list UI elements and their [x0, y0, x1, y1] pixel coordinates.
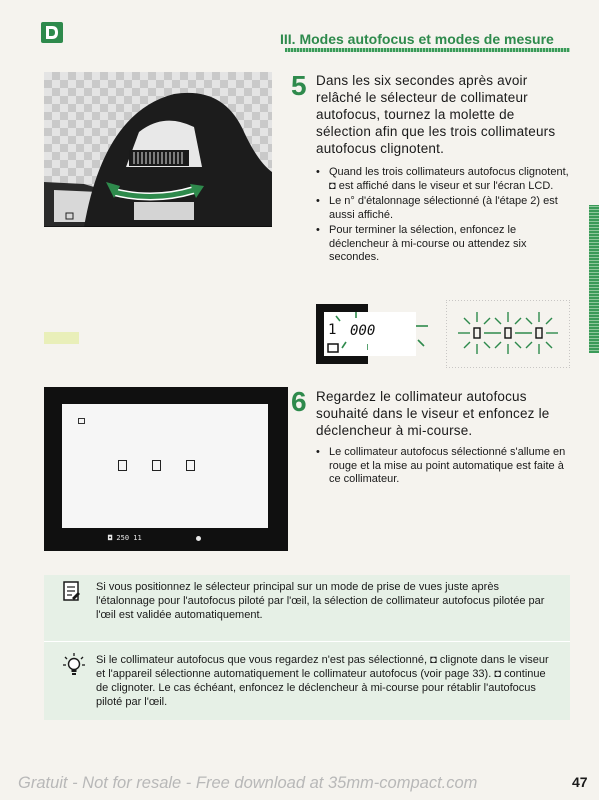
notes-divider	[44, 641, 570, 642]
af-point-center	[152, 460, 161, 471]
tip-lightbulb-icon	[62, 652, 86, 678]
step-5-bullets	[313, 166, 571, 267]
header-rule	[285, 48, 570, 52]
viewfinder-af-points-illustration	[446, 300, 570, 368]
viewfinder-info-line	[62, 534, 268, 546]
viewfinder-image-area	[62, 404, 268, 528]
section-side-tab	[589, 205, 599, 353]
step-5-text: Dans les six secondes après avoir relâché le sélecteur de collimateur autofocus, tournez la molette de sélection afin que les trois collimateurs autofocus clignotent.	[316, 73, 556, 156]
viewfinder-mark	[78, 418, 85, 424]
chapter-icon	[41, 22, 63, 43]
page-header-title: III. Modes autofocus et modes de mesure	[280, 31, 554, 47]
camera-top-photo	[44, 72, 272, 227]
step-5-bullet: • Pour terminer la sélection, enfoncez le déclencheur à mi-course ou attendez six secondes.	[313, 224, 571, 265]
bleed-through-text	[44, 332, 274, 345]
footer-watermark: Gratuit - Not for resale - Free download at 35mm-compact.com	[18, 774, 478, 792]
note-icon	[62, 580, 82, 604]
focus-indicator-dot	[196, 536, 201, 541]
svg-text:1: 1	[328, 322, 337, 338]
step-6-bullets	[313, 446, 571, 489]
step-6-number: 6	[291, 386, 307, 417]
af-point-right	[186, 460, 195, 471]
note-text: Si vous positionnez le sélecteur principal sur un mode de prise de vues juste après l'étalonnage pour l'autofocus piloté par l'œil, la sélection de collimateur autofocus pilotée par l'œil est validée automatiquement.	[96, 581, 545, 621]
page-number: 47	[572, 774, 588, 790]
step-5-bullet: • Le n° d'étalonnage sélectionné (à l'étape 2) est aussi affiché.	[313, 195, 571, 222]
step-6-text: Regardez le collimateur autofocus souhaité dans le viseur et enfoncez le déclencheur à mi-course.	[316, 389, 550, 438]
af-point-left	[118, 460, 127, 471]
lcd-panel-illustration	[316, 304, 434, 364]
svg-text:000: 000	[350, 323, 376, 339]
step-5-bullet: • Quand les trois collimateurs autofocus clignotent, ◘ est affiché dans le viseur et sur l'écran LCD.	[313, 166, 571, 193]
tip-text: Si le collimateur autofocus que vous regardez n'est pas sélectionné, ◘ clignote dans le viseur et l'appareil sélectionne automatiquement le collimateur autofocus (voir page 33). ◘ continue de clignoter. Le cas échéant, enfoncez le déclencheur à mi-course pour rétablir l'autofocus piloté par l'œil.	[96, 654, 549, 708]
step-6-bullet: • Le collimateur autofocus sélectionné s'allume en rouge et la mise au point automatique est faite à ce collimateur.	[313, 446, 571, 487]
viewfinder-info-text: ◘ 250 11	[108, 534, 142, 542]
step-5-number: 5	[291, 70, 307, 101]
